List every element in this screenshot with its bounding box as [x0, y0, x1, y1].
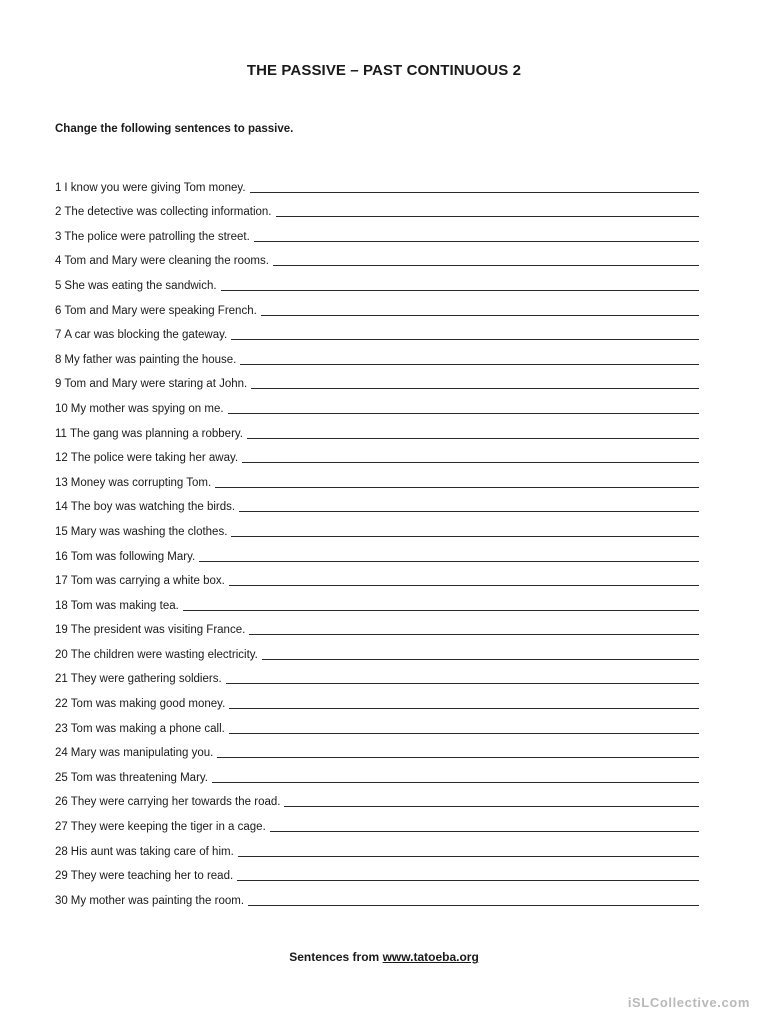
- answer-line[interactable]: [239, 500, 699, 512]
- item-number: 12: [55, 452, 68, 465]
- item-number: 29: [55, 870, 68, 883]
- answer-line[interactable]: [261, 304, 699, 316]
- exercise-item: [55, 491, 705, 516]
- answer-line[interactable]: [226, 672, 699, 684]
- item-sentence: Money was corrupting Tom.: [70, 476, 212, 489]
- answer-line[interactable]: [237, 869, 699, 881]
- item-number: 30: [55, 894, 68, 907]
- item-sentence: A car was blocking the gateway.: [64, 329, 228, 342]
- answer-line[interactable]: [228, 402, 699, 414]
- item-sentence: They were teaching her to read.: [70, 870, 234, 883]
- item-number: 23: [55, 722, 68, 735]
- item-sentence: Tom was threatening Mary.: [70, 771, 208, 784]
- item-sentence: The detective was collecting information.: [64, 206, 272, 219]
- exercise-item: [55, 319, 705, 344]
- exercise-item: [55, 663, 705, 688]
- exercise-item: [55, 614, 705, 639]
- exercise-item: [55, 343, 705, 368]
- exercise-item: [55, 737, 705, 762]
- item-number: 2: [55, 206, 62, 219]
- answer-line[interactable]: [242, 451, 699, 463]
- item-sentence: Tom was making tea.: [70, 599, 179, 612]
- item-number: 24: [55, 747, 68, 760]
- answer-line[interactable]: [212, 771, 699, 783]
- item-number: 19: [55, 624, 68, 637]
- item-sentence: The boy was watching the birds.: [70, 501, 236, 514]
- exercise-item: [55, 712, 705, 737]
- item-sentence: The gang was planning a robbery.: [69, 427, 243, 440]
- footer-prefix: Sentences from: [289, 950, 383, 964]
- answer-line[interactable]: [215, 476, 699, 488]
- answer-line[interactable]: [231, 525, 699, 537]
- item-sentence: They were gathering soldiers.: [70, 673, 222, 686]
- item-sentence: Mary was washing the clothes.: [70, 525, 228, 538]
- exercise-item: [55, 220, 705, 245]
- answer-line[interactable]: [247, 427, 699, 439]
- instructions: Change the following sentences to passive.: [55, 123, 294, 135]
- answer-line[interactable]: [183, 599, 699, 611]
- item-number: 3: [55, 230, 62, 243]
- answer-line[interactable]: [251, 377, 699, 389]
- item-number: 14: [55, 501, 68, 514]
- item-number: 1: [55, 181, 62, 194]
- item-sentence: They were keeping the tiger in a cage.: [70, 821, 266, 834]
- item-sentence: They were carrying her towards the road.: [70, 796, 281, 809]
- answer-line[interactable]: [240, 353, 699, 365]
- answer-line[interactable]: [217, 746, 699, 758]
- item-sentence: She was eating the sandwich.: [64, 279, 217, 292]
- exercise-item: [55, 515, 705, 540]
- exercise-item: [55, 392, 705, 417]
- answer-line[interactable]: [199, 550, 699, 562]
- item-sentence: The police were taking her away.: [70, 452, 239, 465]
- exercise-item: [55, 466, 705, 491]
- answer-line[interactable]: [229, 722, 699, 734]
- item-sentence: The president was visiting France.: [70, 624, 246, 637]
- exercise-item: [55, 589, 705, 614]
- exercise-item: [55, 540, 705, 565]
- answer-line[interactable]: [284, 795, 699, 807]
- item-number: 22: [55, 698, 68, 711]
- exercise-item: [55, 196, 705, 221]
- item-sentence: Tom and Mary were cleaning the rooms.: [64, 255, 269, 268]
- item-number: 20: [55, 648, 68, 661]
- exercise-list: [55, 171, 705, 909]
- item-number: 13: [55, 476, 68, 489]
- answer-line[interactable]: [250, 181, 699, 193]
- item-number: 25: [55, 771, 68, 784]
- item-number: 18: [55, 599, 68, 612]
- item-number: 28: [55, 845, 68, 858]
- exercise-item: [55, 860, 705, 885]
- item-number: 10: [55, 402, 68, 415]
- item-number: 9: [55, 378, 62, 391]
- answer-line[interactable]: [262, 648, 699, 660]
- exercise-item: [55, 884, 705, 909]
- exercise-item: [55, 417, 705, 442]
- item-sentence: The children were wasting electricity.: [70, 648, 258, 661]
- exercise-item: [55, 294, 705, 319]
- item-sentence: Tom and Mary were staring at John.: [64, 378, 248, 391]
- exercise-item: [55, 810, 705, 835]
- item-sentence: I know you were giving Tom money.: [64, 181, 246, 194]
- item-number: 15: [55, 525, 68, 538]
- item-number: 7: [55, 329, 62, 342]
- item-number: 4: [55, 255, 62, 268]
- answer-line[interactable]: [276, 205, 699, 217]
- answer-line[interactable]: [229, 697, 699, 709]
- item-number: 26: [55, 796, 68, 809]
- item-number: 8: [55, 353, 62, 366]
- answer-line[interactable]: [273, 254, 699, 266]
- item-sentence: Tom and Mary were speaking French.: [64, 304, 257, 317]
- footer: [0, 950, 768, 964]
- exercise-item: [55, 687, 705, 712]
- item-sentence: Mary was manipulating you.: [70, 747, 214, 760]
- item-sentence: Tom was making good money.: [70, 698, 226, 711]
- exercise-item: [55, 761, 705, 786]
- answer-line[interactable]: [270, 820, 699, 832]
- exercise-item: [55, 245, 705, 270]
- answer-line[interactable]: [238, 845, 699, 857]
- item-sentence: My mother was spying on me.: [70, 402, 224, 415]
- answer-line[interactable]: [249, 623, 699, 635]
- tatoeba-link[interactable]: www.tatoeba.org: [382, 950, 479, 964]
- item-sentence: My father was painting the house.: [64, 353, 237, 366]
- item-sentence: His aunt was taking care of him.: [70, 845, 234, 858]
- watermark-logo: iSLCollective.com: [627, 995, 750, 1010]
- answer-line[interactable]: [221, 279, 699, 291]
- item-number: 21: [55, 673, 68, 686]
- item-sentence: Tom was carrying a white box.: [70, 575, 225, 588]
- item-sentence: The police were patrolling the street.: [64, 230, 250, 243]
- answer-line[interactable]: [254, 230, 699, 242]
- item-number: 11: [55, 427, 67, 440]
- exercise-item: [55, 786, 705, 811]
- exercise-item: [55, 171, 705, 196]
- exercise-item: [55, 835, 705, 860]
- answer-line[interactable]: [248, 894, 699, 906]
- exercise-item: [55, 368, 705, 393]
- item-number: 5: [55, 279, 62, 292]
- item-number: 27: [55, 821, 68, 834]
- item-sentence: Tom was making a phone call.: [70, 722, 225, 735]
- exercise-item: [55, 565, 705, 590]
- exercise-item: [55, 442, 705, 467]
- answer-line[interactable]: [229, 574, 699, 586]
- exercise-item: [55, 638, 705, 663]
- item-sentence: My mother was painting the room.: [70, 894, 245, 907]
- item-number: 6: [55, 304, 62, 317]
- answer-line[interactable]: [231, 328, 699, 340]
- item-number: 17: [55, 575, 68, 588]
- exercise-item: [55, 269, 705, 294]
- item-sentence: Tom was following Mary.: [70, 550, 196, 563]
- item-number: 16: [55, 550, 68, 563]
- worksheet-title: THE PASSIVE – PAST CONTINUOUS 2: [246, 62, 522, 79]
